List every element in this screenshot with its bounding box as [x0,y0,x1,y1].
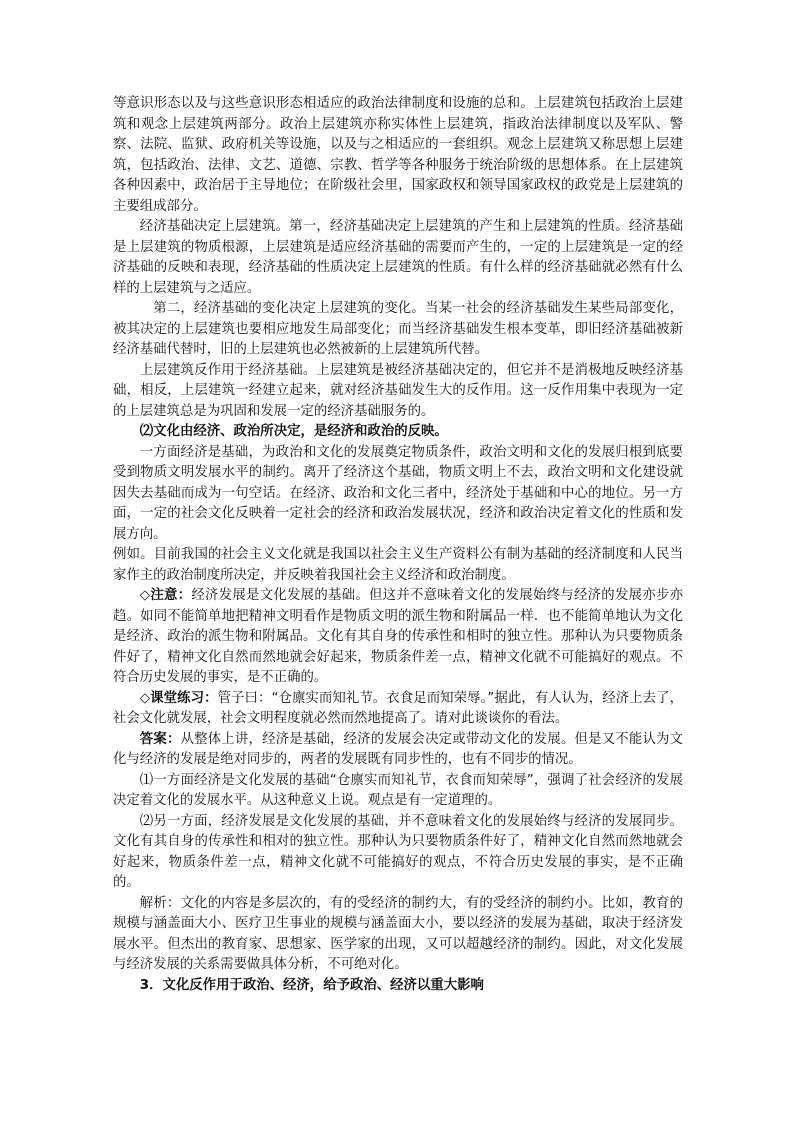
document-page [113,94,683,996]
answer-label: 答案： [139,731,181,747]
section-heading-culture-reacts: 3．文化反作用于政治、经济，给予政治、经济以重大影响 [139,977,484,993]
exercise-label: ◇课堂练习： [139,690,218,706]
paragraph-answer-point-2: ⑵另一方面，经济发展是文化发展的基础，并不意味着文化的发展始终与经济的发展同步。文化有其自身的传承性和相对的独立性。那种认为只要物质条件好了，精神文化自然而然地就会好起来，物质条件差一点，精神文化就不可能搞好的观点，不符合历史发展的事实，是不正确的。 [113,813,683,890]
paragraph-classroom-exercise [113,689,683,730]
paragraph-analysis: 解析：文化的内容是多层次的，有的受经济的制约大，有的受经济的制约小。比如，教育的规模与涵盖面大小、医疗卫生事业的规模与涵盖面大小，要以经济的发展为基础，取决于经济发展水平。但杰出的教育家、思想家、医学家的出现，又可以超越经济的制约。因此，对文化发展与经济发展的关系需要做具体分析，不可绝对化。 [113,895,683,972]
paragraph-superstructure-reaction: 上层建筑反作用于经济基础。上层建筑是被经济基础决定的，但它并不是消极地反映经济基础，相反，上层建筑一经建立起来，就对经济基础发生大的反作用。这一反作用集中表现为一定的上层建筑总是为巩固和发展一定的经济基础服务的。 [113,362,683,419]
note-text: 经济发展是文化发展的基础。但这并不意味着文化的发展始终与经济的发展亦步亦趋。如同不能简单地把精神文明看作是物质文明的派生物和附属品一样．也不能简单地认为文化是经济、政治的派生物和附属品。文化有其自身的传承性和相时的独立性。那种认为只要物质条件好了，精神文化自然而然地就会好起来，物质条件差一点，精神文化就不可能搞好的观点。不符合历史发展的事实，是不正确的。 [113,588,683,685]
paragraph-base-determines-superstructure: 经济基础决定上层建筑。第一，经济基础决定上层建筑的产生和上层建筑的性质。经济基础是上层建筑的物质根源，上层建筑是适应经济基础的需要而产生的，一定的上层建筑是一定的经济基础的反映和表现，经济基础的性质决定上层建筑的性质。有什么样的经济基础就必然有什么样的上层建筑与之适应。 [113,219,683,296]
paragraph-superstructure-definition: 等意识形态以及与这些意识形态相适应的政治法律制度和设施的总和。上层建筑包括政治上层建筑和观念上层建筑两部分。政治上层建筑亦称实体性上层建筑，指政治法律制度以及军队、警察、法院、监狱、政府机关等设施，以及与之相适应的一套组织。观念上层建筑又称思想上层建筑，包括政治、法律、文艺、道德、宗教、哲学等各种服务于统治阶级的思想体系。在上层建筑各种因素中，政治居于主导地位；在阶级社会里，国家政权和领导国家政权的政党是上层建筑的主要组成部分。 [113,96,683,214]
paragraph-answer [113,730,683,771]
section-heading-culture-determined: ⑵文化由经济、政治所决定，是经济和政治的反映。 [139,424,448,439]
paragraph-economy-is-base: 一方面经济是基础，为政治和文化的发展奠定物质条件，政治文明和文化的发展归根到底要受到物质文明发展水平的制约。离开了经济这个基础，物质文明上不去，政治文明和文化建设就因失去基础而成为一句空话。在经济、政治和文化三者中，经济处于基础和中心的地位。另一方面，一定的社会文化反映着一定社会的经济和政治发展状况，经济和政治决定着文化的性质和发展方向。 [113,444,683,542]
paragraph-example: 例如。目前我国的社会主义文化就是我国以社会主义生产资料公有制为基础的经济制度和人民当家作主的政治制度所决定，并反映着我国社会主义经济和政治制度。 [113,547,683,583]
exercise-text: 管子曰：“仓廪实而知礼节。衣食足而知荣辱。”据此，有人认为，经济上去了，社会文化就发展，社会文明程度就必然而然地提高了。请对此谈谈你的看法。 [113,690,683,726]
paragraph-note [113,586,683,689]
paragraph-answer-point-1: ⑴一方面经济是文化发展的基础“仓廪实而知礼节，衣食而知荣辱”，强调了社会经济的发展决定着文化的发展水平。从这种意义上说。观点是有一定道理的。 [113,772,683,808]
paragraph-base-change: 第二，经济基础的变化决定上层建筑的变化。当某一社会的经济基础发生某些局部变化，被其决定的上层建筑也要相应地发生局部变化；而当经济基础发生根本变革，即旧经济基础被新经济基础代替时，旧的上层建筑也必然被新的上层建筑所代替。 [113,301,683,357]
note-label: ◇注意： [139,588,192,603]
answer-text: 从整体上讲，经济是基础，经济的发展会决定或带动文化的发展。但是又不能认为文化与经济的发展是绝对同步的，两者的发展既有同步性的，也有不同步的情况。 [113,731,684,767]
